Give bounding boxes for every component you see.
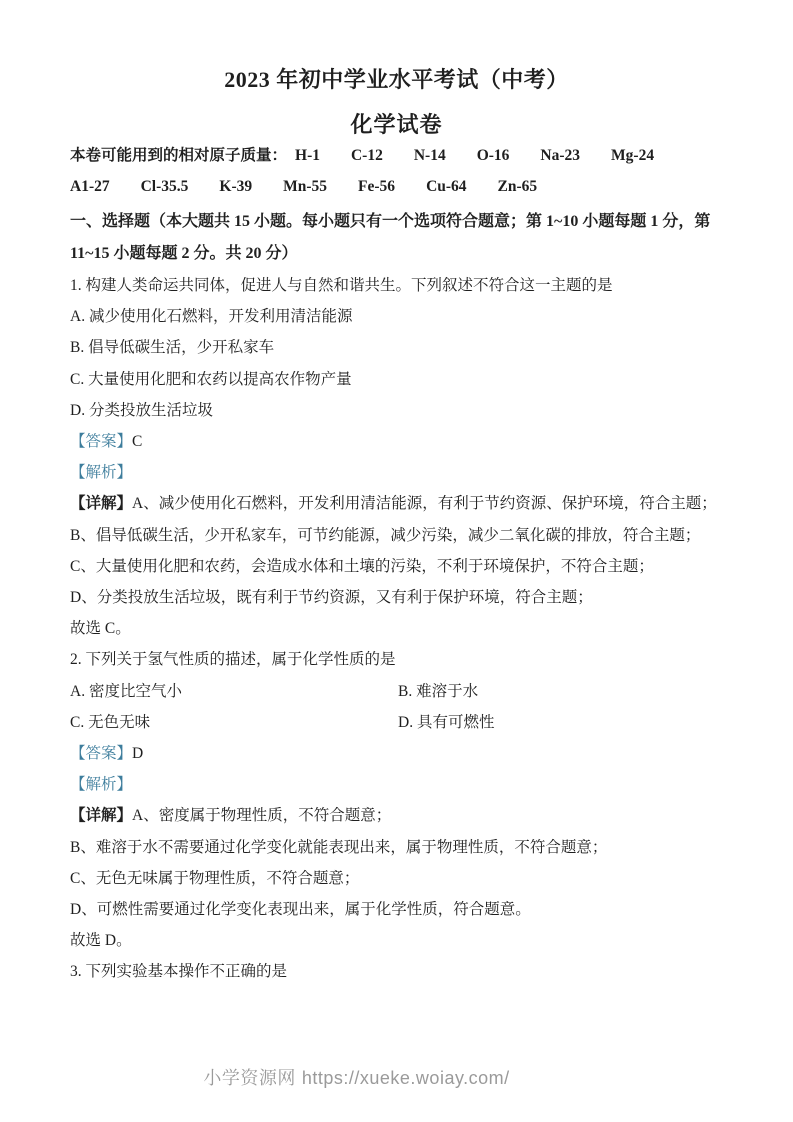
atomic-mass-value-n: N-14 [413,147,446,164]
question-1-detail-c: C、大量使用化肥和农药，会造成水体和土壤的污染，不利于环境保护，不符合主题； [70,557,654,575]
question-2-detail-a-text: A、密度属于物理性质，不符合题意； [132,807,392,825]
section-heading-line-1: 一、选择题（本大题共 15 小题。每小题只有一个选项符合题意；第 1~10 小题每题 1 分，第 [70,213,711,230]
atomic-mass-value-cl: Cl-35.5 [140,178,189,195]
question-2-option-a: A. 密度比空气小 [70,682,182,700]
question-1-option-c: C. 大量使用化肥和农药以提高农作物产量 [70,370,352,388]
question-1-stem: 1. 构建人类命运共同体，促进人与自然和谐共生。下列叙述不符合这一主题的是 [70,277,613,294]
question-2-answer-value: D [132,745,144,763]
atomic-mass-label: 本卷可能用到的相对原子质量： [70,147,288,164]
question-1-answer-value: C [132,433,143,451]
question-2-detail-c: C、无色无味属于物理性质，不符合题意； [70,869,360,887]
section-heading-line-2: 11~15 小题每题 2 分。共 20 分） [70,245,298,262]
question-2-detail-b: B、难溶于水不需要通过化学变化就能表现出来，属于物理性质，不符合题意； [70,838,608,856]
question-2-detail-label: 【详解】 [70,807,133,825]
page-footer-watermark [0,1064,713,1090]
question-1-analysis-line [70,457,723,488]
question-1-detail-a [70,488,723,519]
atomic-mass-line-1 [70,140,723,171]
atomic-mass-line-2 [70,171,723,202]
question-1-conclusion: 故选 C。 [70,620,131,638]
question-2-answer-label: 【答案】 [70,745,133,763]
atomic-mass-value-na: Na-23 [540,147,581,164]
atomic-mass-value-o: O-16 [476,147,510,164]
question-2-analysis-label: 【解析】 [70,776,133,794]
question-3-stem: 3. 下列实验基本操作不正确的是 [70,963,288,981]
question-1-detail-a-text: A、减少使用化石燃料，开发利用清洁能源，有利于节约资源、保护环境，符合主题； [132,495,717,513]
atomic-mass-value-mn: Mn-55 [283,178,328,195]
atomic-mass-value-h: H-1 [295,147,320,164]
atomic-mass-value-c: C-12 [350,147,383,164]
question-2-stem: 2. 下列关于氢气性质的描述，属于化学性质的是 [70,651,396,669]
question-2-options-row-1 [70,676,723,707]
question-2-analysis-line [70,769,723,800]
question-2-detail-d: D、可燃性需要通过化学变化表现出来，属于化学性质，符合题意。 [70,901,531,919]
question-2-answer-line [70,738,723,769]
exam-subtitle: 化学试卷 [350,112,443,137]
question-2-options-row-2 [70,707,723,738]
atomic-mass-value-k: K-39 [219,178,253,195]
question-1-answer-line [70,426,723,457]
question-2-option-d: D. 具有可燃性 [398,713,495,731]
question-2-option-b: B. 难溶于水 [398,682,479,700]
atomic-mass-value-zn: Zn-65 [497,178,538,195]
question-1-detail-label: 【详解】 [70,495,133,513]
footer-site-url[interactable]: https://xueke.woiay.com/ [301,1068,510,1088]
atomic-mass-value-fe: Fe-56 [358,178,396,195]
question-2-conclusion: 故选 D。 [70,932,132,950]
question-1-answer-label: 【答案】 [70,433,133,451]
footer-site-name: 小学资源网 [203,1068,296,1088]
question-1-detail-d: D、分类投放生活垃圾，既有利于节约资源，又有利于保护环境，符合主题； [70,589,593,607]
question-1-option-d: D. 分类投放生活垃圾 [70,401,213,419]
atomic-mass-value-al: A1-27 [70,178,110,195]
exam-title: 2023 年初中学业水平考试（中考） [224,67,569,92]
question-1-option-a: A. 减少使用化石燃料，开发利用清洁能源 [70,308,353,326]
question-1-detail-b: B、倡导低碳生活，少开私家车，可节约能源，减少污染，减少二氧化碳的排放，符合主题； [70,526,701,544]
atomic-mass-value-cu: Cu-64 [426,178,467,195]
question-2-option-c: C. 无色无味 [70,713,151,731]
question-2-detail-a [70,800,723,831]
question-1-analysis-label: 【解析】 [70,464,133,482]
atomic-mass-value-mg: Mg-24 [611,147,655,164]
question-1-option-b: B. 倡导低碳生活，少开私家车 [70,339,275,357]
